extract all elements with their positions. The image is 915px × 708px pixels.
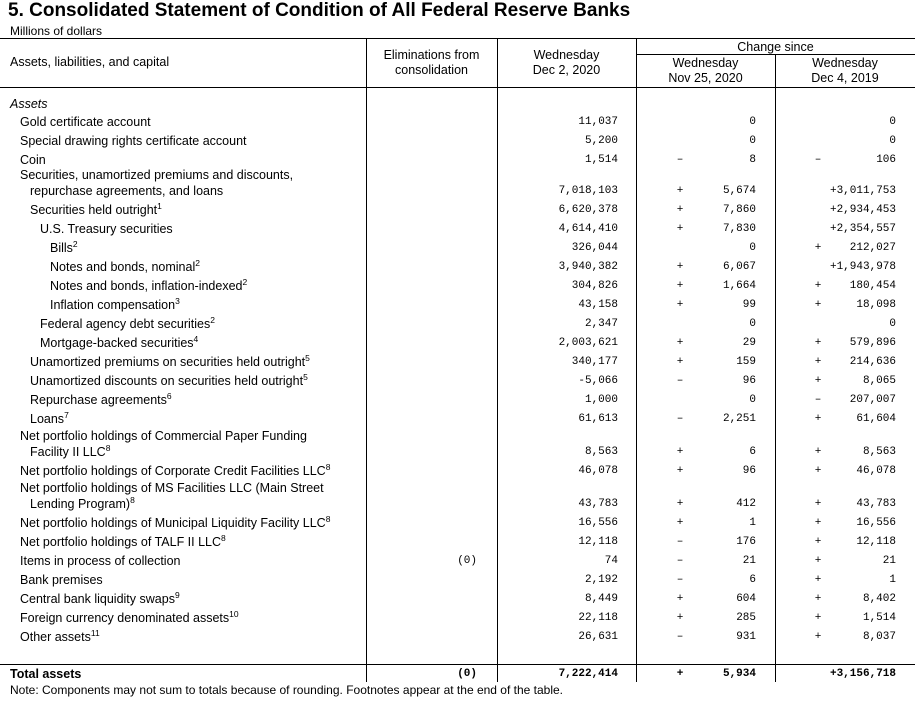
row-label-text: Bills: [50, 241, 73, 255]
header-year: [775, 56, 915, 86]
row-label: Net portfolio holdings of MS Facilities LLC (Main Street: [20, 481, 324, 495]
week-change-value: 21: [742, 555, 756, 567]
footnote-ref: 8: [325, 462, 331, 472]
row-label: [20, 514, 330, 532]
footnote-ref: 9: [174, 590, 180, 600]
units-label: Millions of dollars: [10, 24, 103, 38]
week-change-value: 5,934: [722, 668, 756, 680]
row-label: [20, 533, 226, 551]
current-value: 11,037: [578, 116, 618, 128]
year-change-value: +2,934,453: [829, 204, 896, 216]
row-label: [20, 462, 330, 480]
week-change-sign: +: [676, 261, 684, 273]
week-change-value: 285: [736, 612, 756, 624]
row-label-text: Special drawing rights certificate account: [20, 134, 247, 148]
current-value: 46,078: [578, 465, 618, 477]
footnote-ref: 2: [210, 315, 215, 325]
table-row: [0, 609, 915, 627]
table-row: [0, 628, 915, 646]
year-change-sign: +: [814, 375, 822, 387]
footnote-ref: 6: [166, 391, 172, 401]
row-label: [50, 296, 180, 314]
week-change-value: 2,251: [722, 413, 756, 425]
year-change-value: 0: [889, 135, 896, 147]
year-change-sign: +: [814, 465, 822, 477]
table-row: [0, 258, 915, 276]
week-change-value: 1,664: [722, 280, 756, 292]
year-change-value: 8,402: [862, 593, 896, 605]
year-change-sign: +: [814, 593, 822, 605]
current-value: 304,826: [571, 280, 618, 292]
row-label-text: Total assets: [10, 667, 82, 681]
year-change-sign: +: [814, 337, 822, 349]
row-label-text: Net portfolio holdings of Corporate Credit Facilities LLC: [20, 464, 326, 478]
table-row: [0, 277, 915, 295]
row-label-text: Loans: [30, 412, 65, 426]
row-label-text: Net portfolio holdings of Municipal Liquidity Facility LLC: [20, 516, 326, 530]
week-change-value: 0: [749, 135, 756, 147]
row-label: Securities, unamortized premiums and discounts,: [20, 168, 294, 182]
table-row: [0, 590, 915, 608]
year-change-value: 180,454: [849, 280, 896, 292]
current-value: 8,449: [584, 593, 618, 605]
header-week: [636, 56, 775, 86]
row-label-text: Mortgage-backed securities: [40, 336, 194, 350]
row-label: [20, 628, 100, 646]
year-change-value: 0: [889, 318, 896, 330]
week-change-sign: +: [676, 337, 684, 349]
week-change-value: 7,860: [722, 204, 756, 216]
footnote-ref: 8: [221, 533, 226, 543]
year-change-sign: +: [814, 555, 822, 567]
footnote-ref: 8: [105, 443, 111, 453]
row-label: [50, 239, 78, 257]
current-value: 6,620,378: [558, 204, 618, 216]
table-row: [0, 391, 915, 409]
row-label: [50, 277, 247, 295]
header-top-rule: [0, 38, 915, 39]
week-change-sign: –: [676, 375, 684, 387]
current-value: 5,200: [584, 135, 618, 147]
table-row: [0, 372, 915, 390]
row-label-text: Foreign currency denominated assets: [20, 611, 230, 625]
year-change-value: 106: [876, 154, 896, 166]
week-change-value: 96: [742, 465, 756, 477]
current-value: 2,347: [584, 318, 618, 330]
footnote-ref: 2: [242, 277, 248, 287]
current-value: 3,940,382: [558, 261, 618, 273]
row-label-text: Other assets: [20, 630, 91, 644]
year-change-value: +3,011,753: [829, 185, 896, 197]
year-change-value: 21: [882, 555, 896, 567]
year-change-value: +1,943,978: [829, 261, 896, 273]
year-change-value: 61,604: [856, 413, 896, 425]
row-label: [20, 609, 239, 627]
current-value: 74: [604, 555, 618, 567]
current-value: 1,514: [584, 154, 618, 166]
elimination-value: (0): [457, 668, 477, 680]
current-value: 43,783: [578, 498, 618, 510]
row-label-text: Securities held outright: [30, 203, 158, 217]
elimination-value: (0): [457, 555, 477, 567]
current-value: 8,563: [584, 446, 618, 458]
week-change-sign: –: [676, 574, 684, 586]
row-label-text: Unamortized premiums on securities held outright: [30, 355, 306, 369]
header-year-line2: Dec 4, 2019: [811, 71, 879, 85]
year-change-value: 579,896: [849, 337, 896, 349]
current-value: 326,044: [571, 242, 618, 254]
week-change-sign: +: [676, 668, 684, 680]
year-change-value: 16,556: [856, 517, 896, 529]
footnote-ref: 5: [305, 353, 310, 363]
year-change-value: +2,354,557: [829, 223, 896, 235]
header-change-since: Change since: [737, 40, 814, 54]
table-row: [0, 239, 915, 257]
current-value: 7,222,414: [558, 668, 618, 680]
row-label-text: Notes and bonds, inflation-indexed: [50, 279, 243, 293]
row-label-text: Facility II LLC: [30, 445, 106, 459]
row-label-text: repurchase agreements, and loans: [30, 184, 224, 198]
week-change-sign: –: [676, 631, 684, 643]
table-row: [0, 296, 915, 314]
row-label: [30, 353, 310, 371]
year-change-sign: +: [814, 612, 822, 624]
footnote-ref: 7: [64, 410, 69, 420]
row-label: [50, 258, 200, 276]
year-change-sign: +: [814, 536, 822, 548]
year-change-sign: +: [814, 498, 822, 510]
week-change-value: 159: [736, 356, 756, 368]
row-label-text: Repurchase agreements: [30, 393, 167, 407]
current-value: 2,192: [584, 574, 618, 586]
year-change-value: 18,098: [856, 299, 896, 311]
week-change-value: 0: [749, 242, 756, 254]
footnote-ref: 5: [303, 372, 308, 382]
year-change-sign: +: [814, 574, 822, 586]
row-label: [20, 132, 247, 150]
year-change-value: 1: [889, 574, 896, 586]
row-label: [40, 315, 215, 333]
row-label: [30, 201, 162, 219]
row-label-text: Lending Program): [30, 497, 131, 511]
row-label-text: Inflation compensation: [50, 298, 176, 312]
section-title: Assets: [10, 97, 48, 111]
year-change-sign: –: [814, 394, 822, 406]
header-current-line1: Wednesday: [533, 48, 600, 62]
current-value: 1,000: [584, 394, 618, 406]
header-week-line1: Wednesday: [672, 56, 739, 70]
week-change-value: 931: [736, 631, 756, 643]
table-row: [0, 220, 915, 238]
table-row: [0, 410, 915, 428]
year-change-value: 8,563: [862, 446, 896, 458]
year-change-value: 0: [889, 116, 896, 128]
total-row: [0, 665, 915, 683]
week-change-sign: +: [676, 498, 684, 510]
year-change-value: 1,514: [862, 612, 896, 624]
week-change-value: 176: [736, 536, 756, 548]
current-value: 16,556: [578, 517, 618, 529]
table-row: [0, 533, 915, 551]
row-label-text: Items in process of collection: [20, 554, 181, 568]
row-label-text: Unamortized discounts on securities held outright: [30, 374, 304, 388]
row-label: [40, 334, 198, 352]
table-row: [0, 429, 915, 461]
week-change-value: 0: [749, 318, 756, 330]
row-label-text: Notes and bonds, nominal: [50, 260, 196, 274]
footnote-ref: 8: [325, 514, 331, 524]
year-change-sign: +: [814, 413, 822, 425]
footnote-ref: 8: [130, 495, 135, 505]
table-row: [0, 315, 915, 333]
table-row: [0, 353, 915, 371]
year-change-value: +3,156,718: [829, 668, 896, 680]
table-row: [0, 201, 915, 219]
week-change-sign: +: [676, 204, 684, 216]
year-change-sign: +: [814, 242, 822, 254]
header-label: Assets, liabilities, and capital: [10, 55, 170, 69]
row-label-text: Coin: [20, 153, 46, 167]
row-label: [30, 495, 135, 513]
week-change-value: 6,067: [722, 261, 756, 273]
week-change-value: 7,830: [722, 223, 756, 235]
week-change-sign: +: [676, 612, 684, 624]
week-change-sign: –: [676, 413, 684, 425]
table-row: [0, 552, 915, 570]
year-change-sign: +: [814, 299, 822, 311]
current-value: 26,631: [578, 631, 618, 643]
week-change-sign: –: [676, 154, 684, 166]
week-change-sign: –: [676, 555, 684, 567]
current-value: 12,118: [578, 536, 618, 548]
table-row: [0, 481, 915, 513]
year-change-sign: +: [814, 517, 822, 529]
year-change-value: 214,636: [849, 356, 896, 368]
current-value: 61,613: [578, 413, 618, 425]
week-change-value: 604: [736, 593, 756, 605]
week-change-sign: +: [676, 223, 684, 235]
row-label: [30, 410, 69, 428]
header-current: [497, 48, 636, 78]
current-value: 2,003,621: [558, 337, 618, 349]
row-label: [40, 220, 173, 238]
header-week-line2: Nov 25, 2020: [668, 71, 743, 85]
current-value: -5,066: [578, 375, 618, 387]
footnote-ref: 3: [175, 296, 180, 306]
table-note: Note: Components may not sum to totals because of rounding. Footnotes appear at the end of the table.: [10, 683, 564, 697]
week-change-value: 6: [749, 574, 756, 586]
header-current-line2: Dec 2, 2020: [532, 63, 601, 77]
current-value: 7,018,103: [558, 185, 618, 197]
row-label-text: Central bank liquidity swaps: [20, 592, 175, 606]
table-row: [0, 168, 915, 200]
week-change-value: 0: [749, 116, 756, 128]
week-change-value: 29: [742, 337, 756, 349]
row-label: [20, 113, 151, 131]
header-year-line1: Wednesday: [812, 56, 878, 70]
table-title: 5. Consolidated Statement of Condition of All Federal Reserve Banks: [8, 0, 631, 21]
row-label: [30, 372, 308, 390]
row-label: [10, 665, 81, 683]
header-elim-line1: Eliminations from: [383, 48, 480, 62]
week-change-sign: +: [676, 280, 684, 292]
row-label: [20, 571, 103, 589]
table-row: [0, 514, 915, 532]
year-change-value: 46,078: [856, 465, 896, 477]
week-change-sign: +: [676, 465, 684, 477]
year-change-sign: –: [814, 154, 822, 166]
week-change-value: 6: [749, 446, 756, 458]
current-value: 43,158: [578, 299, 618, 311]
table-row: [0, 132, 915, 150]
week-change-value: 0: [749, 394, 756, 406]
footnote-ref: 1: [157, 201, 162, 211]
week-change-value: 412: [736, 498, 756, 510]
week-change-sign: +: [676, 299, 684, 311]
week-change-sign: +: [676, 593, 684, 605]
row-label: [30, 443, 110, 461]
row-label: [20, 552, 181, 570]
row-label: Net portfolio holdings of Commercial Paper Funding: [20, 429, 307, 443]
table-row: [0, 571, 915, 589]
header-elim-line2: consolidation: [395, 63, 468, 77]
table-row: [0, 113, 915, 131]
week-change-sign: +: [676, 356, 684, 368]
row-label: [30, 182, 223, 200]
year-change-sign: +: [814, 356, 822, 368]
week-change-sign: +: [676, 446, 684, 458]
row-label-text: Federal agency debt securities: [40, 317, 211, 331]
current-value: 340,177: [571, 356, 618, 368]
row-label: [20, 590, 180, 608]
year-change-sign: +: [814, 631, 822, 643]
current-value: 4,614,410: [558, 223, 618, 235]
year-change-sign: +: [814, 280, 822, 292]
table-row: [0, 462, 915, 480]
year-change-value: 12,118: [856, 536, 896, 548]
current-value: 22,118: [578, 612, 618, 624]
row-label-text: Bank premises: [20, 573, 103, 587]
week-change-value: 1: [749, 517, 756, 529]
week-change-value: 99: [742, 299, 756, 311]
row-label-text: Gold certificate account: [20, 115, 151, 129]
week-change-sign: +: [676, 185, 684, 197]
footnote-ref: 4: [193, 334, 199, 344]
row-label-text: Net portfolio holdings of TALF II LLC: [20, 535, 222, 549]
week-change-sign: –: [676, 536, 684, 548]
footnote-ref: 10: [229, 609, 239, 619]
week-change-sign: +: [676, 517, 684, 529]
year-change-value: 8,065: [862, 375, 896, 387]
week-change-value: 8: [749, 154, 756, 166]
year-change-value: 8,037: [862, 631, 896, 643]
footnote-ref: 2: [195, 258, 200, 268]
header-elim: [366, 48, 497, 78]
header-bottom-rule: [0, 87, 915, 88]
row-label: [30, 391, 172, 409]
year-change-sign: +: [814, 446, 822, 458]
year-change-value: 43,783: [856, 498, 896, 510]
week-change-value: 5,674: [722, 185, 756, 197]
row-label-text: U.S. Treasury securities: [40, 222, 173, 236]
footnote-ref: 11: [90, 628, 100, 638]
year-change-value: 212,027: [849, 242, 896, 254]
year-change-value: 207,007: [849, 394, 896, 406]
week-change-value: 96: [742, 375, 756, 387]
table-row: [0, 334, 915, 352]
footnote-ref: 2: [72, 239, 78, 249]
